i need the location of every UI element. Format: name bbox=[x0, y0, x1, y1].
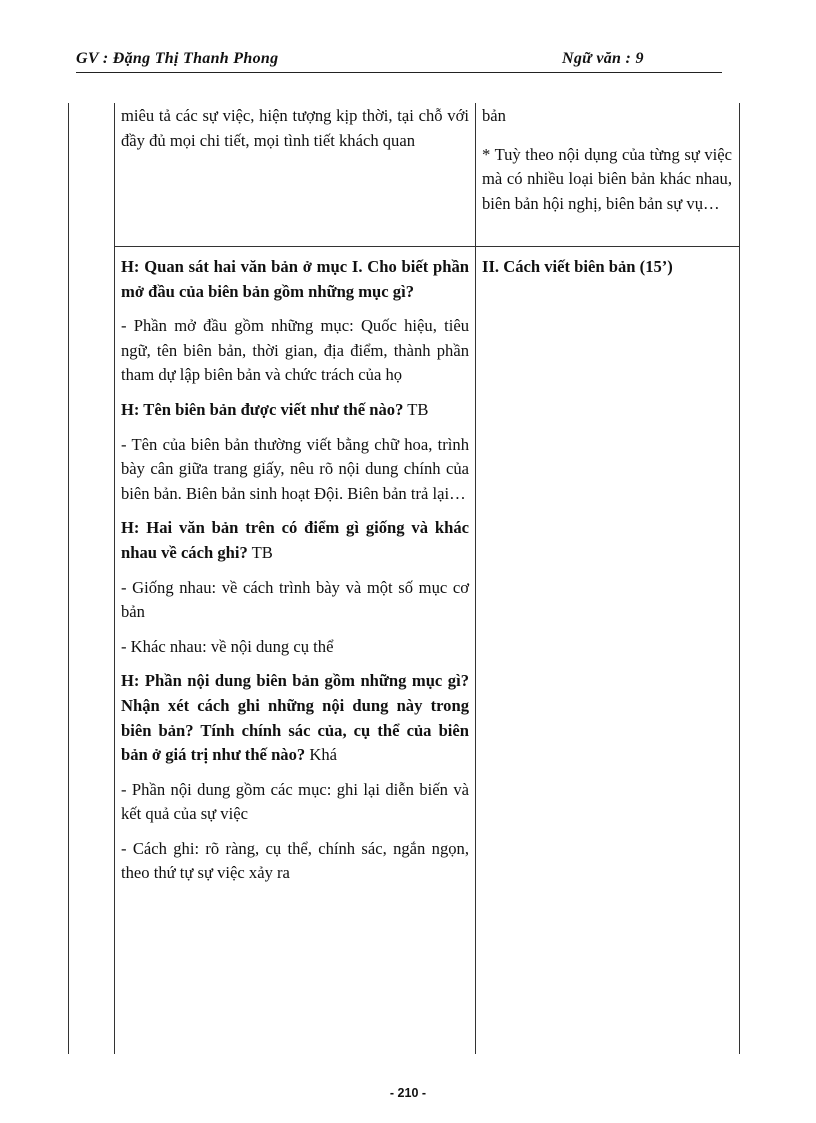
page-header bbox=[76, 48, 722, 73]
definition-text-end: bản bbox=[482, 106, 506, 125]
answer-3-different: - Khác nhau: về nội dung cụ thể bbox=[121, 636, 334, 656]
right-cell-row2 bbox=[482, 255, 732, 280]
left-cell-row1 bbox=[121, 104, 469, 153]
subject-label: Ngữ văn : 9 bbox=[562, 50, 644, 67]
right-cell-row1 bbox=[482, 104, 732, 216]
table-border-left-outer bbox=[68, 103, 69, 1054]
answer-4-method: - Cách ghi: rõ ràng, cụ thể, chính sác, ngắn ngọn, theo thứ tự sự việc xảy ra bbox=[121, 838, 469, 883]
question-3-level: TB bbox=[251, 542, 273, 562]
left-cell-row2 bbox=[121, 255, 469, 886]
question-2-level: TB bbox=[407, 399, 429, 419]
answer-3-similar: - Giống nhau: về cách trình bày và một số mục cơ bản bbox=[121, 577, 469, 622]
question-1: H: Quan sát hai văn bản ở mục I. Cho biết phần mở đầu của biên bản gồm những mục gì? bbox=[121, 257, 469, 301]
question-4-level: Khá bbox=[309, 745, 338, 765]
question-4: H: Phần nội dung biên bản gồm những mục gì? Nhận xét cách ghi những nội dung này trong biên bản? Tính chính sác của, cụ thể của biên bản ở giá trị như thế nào? bbox=[121, 671, 469, 765]
answer-1: - Phần mở đầu gồm những mục: Quốc hiệu, tiêu ngữ, tên biên bản, thời gian, địa điểm, thành phần tham dự lập biên bản và chức trách của họ bbox=[121, 316, 469, 385]
table-border-right bbox=[739, 103, 740, 1054]
question-3: H: Hai văn bản trên có điểm gì giống và khác nhau về cách ghi? bbox=[121, 518, 469, 562]
definition-text: miêu tả các sự việc, hiện tượng kịp thời, tại chỗ với đầy đủ mọi chi tiết, mọi tình tiết khách quan bbox=[121, 106, 469, 150]
answer-2: - Tên của biên bản thường viết bằng chữ hoa, trình bày cân giữa trang giấy, nêu rõ nội dung chính của biên bản. Biên bản sinh hoạt Đội. Biên bản trả lại… bbox=[121, 434, 469, 503]
note-biên-bản-types: * Tuỳ theo nội dụng của từng sự việc mà có nhiều loại biên bản khác nhau, biên bản hội nghị, biên bản sự vụ… bbox=[482, 144, 732, 213]
teacher-name: GV : Đặng Thị Thanh Phong bbox=[76, 50, 279, 67]
page-number: - 210 - bbox=[389, 1086, 427, 1100]
question-2: H: Tên biên bản được viết như thế nào? bbox=[121, 399, 404, 419]
answer-4-content: - Phần nội dung gồm các mục: ghi lại diễn biến và kết quả của sự việc bbox=[121, 779, 469, 824]
section-heading-2: II. Cách viết biên bản (15’) bbox=[482, 257, 673, 276]
table-row-divider bbox=[114, 246, 739, 247]
